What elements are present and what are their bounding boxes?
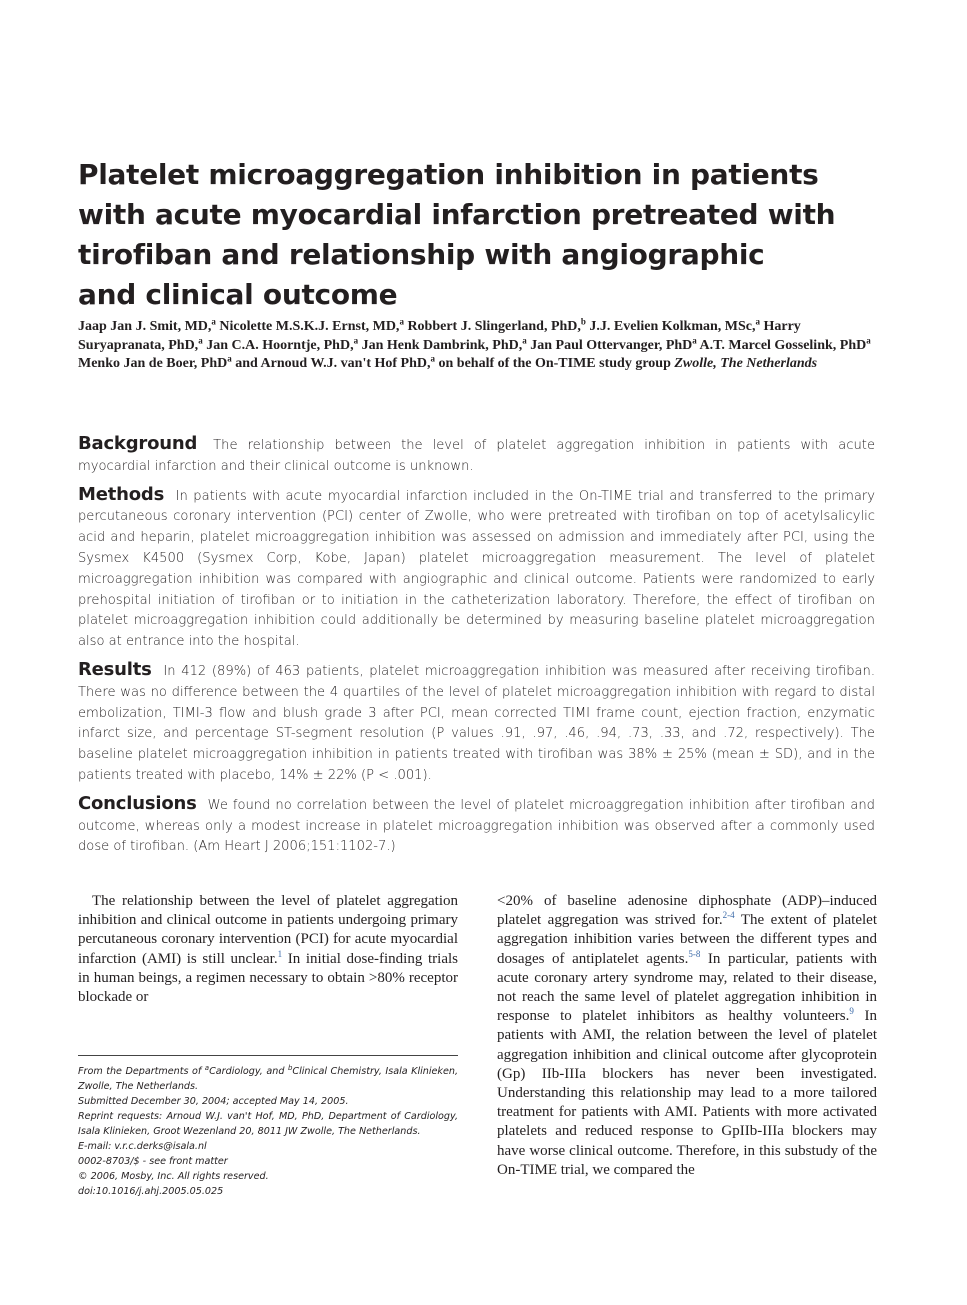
body-column-right <box>497 892 877 1180</box>
footnote-issn: 0002-8703/$ - see front matter <box>78 1156 228 1167</box>
body-text: In particular, patients with acute coronary artery syndrome may, related to their disease, not reach the same level of platelet aggregation inhibition in response to platelet inhibitors as healthy volunteers. <box>497 950 877 1025</box>
abstract <box>78 434 875 865</box>
footnotes <box>78 1064 458 1199</box>
authors-location: Zwolle, The Netherlands <box>674 356 818 371</box>
article-title <box>78 155 838 315</box>
section-heading: Methods <box>78 483 165 505</box>
author-name: Jaap Jan J. Smit, MD, <box>78 319 212 334</box>
footnote-text: From the Departments of <box>78 1066 205 1077</box>
body-text: <20% of baseline adenosine diphosphate (ADP)–induced platelet aggregation was strived for. <box>497 893 877 929</box>
author-name: Jan C.A. Hoorntje, PhD, <box>206 337 354 353</box>
footnote-doi: doi:10.1016/j.ahj.2005.05.025 <box>78 1186 224 1197</box>
section-text: The relationship between the level of platelet aggregation inhibition in patients with acute myocardial infarction and their clinical outcome is unknown. <box>78 438 876 474</box>
title-line: tirofiban and relationship with angiographic <box>78 238 765 271</box>
citation-link[interactable]: 9 <box>849 1006 854 1017</box>
author-name: Nicolette M.S.K.J. Ernst, MD, <box>219 319 400 334</box>
abstract-conclusions <box>78 794 875 858</box>
author-name: and Arnoud W.J. van't Hof PhD, <box>235 356 431 371</box>
affiliation-mark: a <box>204 1063 210 1072</box>
footnote-affiliations <box>78 1064 458 1094</box>
footnote-reprint: Reprint requests: Arnoud W.J. van't Hof, MD, PhD, Department of Cardiology, Isala Klinieken, Groot Wezenland 20, 8011 JW Zwolle, The Netherlands. <box>78 1111 458 1137</box>
citation-link[interactable]: 2-4 <box>722 910 735 921</box>
section-text: We found no correlation between the level of platelet microaggregation inhibition after tirofiban and outcome, whereas only a modest increase in platelet microaggregation inhibition was observed after a commonly used dose of tirofiban. (Am Heart J 2006;151:1102-7.) <box>78 797 875 855</box>
footnote-text: Cardiology, and <box>209 1066 288 1077</box>
affiliation-mark: a <box>198 334 203 345</box>
affiliation-mark: b <box>580 316 586 327</box>
abstract-background <box>78 434 875 478</box>
author-name: Jan Paul Ottervanger, PhD <box>530 337 693 353</box>
footnote-text: Clinical Chemistry, Isala Klinieken, Zwolle, The Netherlands. <box>78 1066 459 1092</box>
affiliation-mark: a <box>755 316 760 327</box>
abstract-methods <box>78 485 875 653</box>
section-heading: Background <box>78 433 198 454</box>
body-text: The relationship between the level of platelet aggregation inhibition and clinical outcome in patients undergoing primary percutaneous coronary intervention (PCI) for acute myocardial infarction (AMI) is still unclear. <box>78 893 458 967</box>
author-name: Menko Jan de Boer, PhD <box>78 356 228 371</box>
affiliation-mark: a <box>399 316 404 327</box>
title-line: Platelet microaggregation inhibition in patients <box>78 158 819 191</box>
author-name: A.T. Marcel Gosselink, PhD <box>699 337 867 353</box>
footnote-submitted: Submitted December 30, 2004; accepted May 14, 2005. <box>78 1096 349 1107</box>
affiliation-mark: b <box>287 1063 293 1072</box>
affiliation-mark: a <box>522 334 527 345</box>
author-list <box>78 318 878 374</box>
section-text: In 412 (89%) of 463 patients, platelet microaggregation inhibition was measured after receiving tirofiban. There was no difference between the 4 quartiles of the level of platelet microaggregation inhibition with regard to distal embolization, TIMI-3 flow and blush grade 3 after PCI, mean corrected TIMI frame count, ejection fraction, enzymatic infarct size, and percentage ST-segment resolution (P values .91, .97, .46, .94, .73, .33, and .72, respectively). The baseline platelet microaggregation inhibition in patients treated with tirofiban was 38% ± 25% (mean ± SD), and in the patients treated with placebo, 14% ± 22% (P < .001). <box>78 663 875 783</box>
author-name: Jan Henk Dambrink, PhD, <box>361 337 523 353</box>
authors-tail: on behalf of the On-TIME study group <box>438 356 671 371</box>
title-line: with acute myocardial infarction pretreated with <box>78 198 836 231</box>
footnote-email: E-mail: v.r.c.derks@isala.nl <box>78 1141 207 1152</box>
section-heading: Results <box>78 658 152 680</box>
affiliation-mark: a <box>211 316 216 327</box>
body-text: The extent of platelet aggregation inhibition varies between the different types and dosages of antiplatelet agents. <box>497 912 878 967</box>
body-text: In initial dose-finding trials in human beings, a regimen necessary to obtain >80% receptor blockade or <box>78 950 458 1006</box>
footnote-copyright: © 2006, Mosby, Inc. All rights reserved. <box>78 1171 269 1182</box>
author-name: J.J. Evelien Kolkman, MSc, <box>589 319 756 334</box>
affiliation-mark: a <box>866 334 871 345</box>
citation-link[interactable]: 5-8 <box>688 948 701 959</box>
affiliation-mark: a <box>692 334 697 345</box>
section-heading: Conclusions <box>78 792 197 814</box>
abstract-results <box>78 660 875 787</box>
affiliation-mark: a <box>430 353 436 364</box>
body-column-left <box>78 892 458 1007</box>
citation-link[interactable]: 1 <box>277 948 283 959</box>
section-text: In patients with acute myocardial infarction included in the On-TIME trial and transferred to the primary percutaneous coronary intervention (PCI) center of Zwolle, who were pretreated with tirofiban on top of acetylsalicylic acid and heparin, platelet microaggregation inhibition was assessed on admission and immediately after PCI, using the Sysmex K4500 (Sysmex Corp, Kobe, Japan) platelet microaggregation measurement. The level of platelet microaggregation inhibition was compared with angiographic and clinical outcome. Patients were randomized to early prehospital initiation of tirofiban or to initiation in the catheterization laboratory. Therefore, the effect of tirofiban on platelet microaggregation inhibition could additionally be determined by measuring baseline platelet microaggregation also at entrance into the hospital. <box>78 488 875 650</box>
affiliation-mark: a <box>353 334 359 345</box>
affiliation-mark: a <box>227 353 232 364</box>
body-text: In patients with AMI, the relation between the level of platelet aggregation inhibition and clinical outcome after glycoprotein (Gp) IIb-IIIa blockers has never been investigated. Understanding this relationship may lead to a more tailored treatment for patients with AMI. Patients with more activated platelets and reduced response to GpIIb-IIIa blockers may have worse clinical outcome. Therefore, in this substudy of the On-TIME trial, we compared the <box>497 1008 877 1178</box>
title-line: and clinical outcome <box>78 278 398 311</box>
footnote-divider <box>78 1055 458 1056</box>
author-name: Robbert J. Slingerland, PhD, <box>407 319 581 334</box>
author-name: Harry Suryapranata, PhD, <box>78 319 801 353</box>
